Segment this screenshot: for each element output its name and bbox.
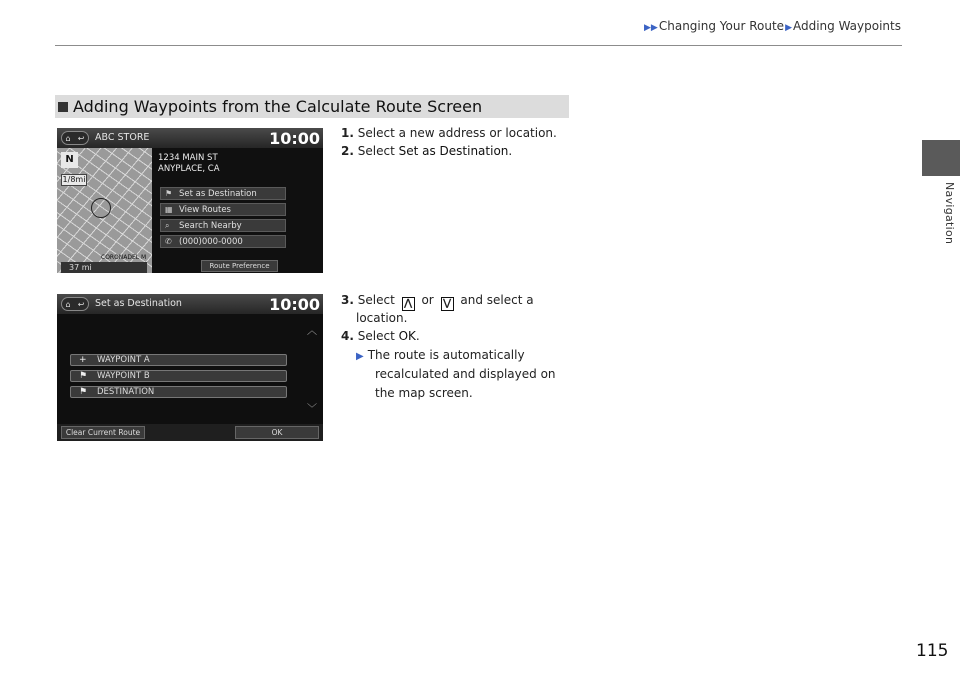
step-1 <box>341 124 581 142</box>
breadcrumb <box>515 19 901 33</box>
distance-readout: 37 mi <box>61 262 147 273</box>
waypoint-b-row: ⚑ WAYPOINT B <box>70 370 287 382</box>
chapter-tab <box>922 140 960 176</box>
compass-icon: N <box>61 152 78 168</box>
menu-set-as-destination: ⚑ Set as Destination <box>160 187 286 200</box>
clear-current-route-button: Clear Current Route <box>61 426 145 439</box>
breadcrumb-item-changing-route[interactable]: Changing Your Route <box>658 19 785 33</box>
step-4 <box>341 327 581 345</box>
ui-term-set-as-destination: Set as Destination <box>398 144 509 158</box>
waypoint-list <box>57 314 323 424</box>
address-line1: 1234 MAIN ST <box>158 153 218 163</box>
return-icon: ↩ <box>77 299 85 309</box>
destination-row: ⚑ DESTINATION <box>70 386 287 398</box>
plus-icon: + <box>79 355 87 365</box>
step-punct: . <box>415 329 420 343</box>
back-button <box>61 131 89 145</box>
step-3-continued: location. <box>356 311 408 325</box>
scroll-down-icon: ⋁ <box>441 297 454 311</box>
section-bullet-icon <box>58 102 68 112</box>
route-preference-button: Route Preference <box>201 260 278 272</box>
ui-term-ok: OK <box>398 329 416 343</box>
home-icon: ⌂ <box>65 299 71 309</box>
step-4-result <box>356 346 576 366</box>
flag-icon: ⚑ <box>79 387 88 397</box>
section-heading <box>55 95 569 118</box>
map-icon: ▦ <box>165 205 173 214</box>
flag-icon: ⚑ <box>165 189 173 198</box>
step-number: 3. <box>341 293 354 307</box>
road-label: CORONADEL M <box>101 254 147 261</box>
scroll-down-icon: ﹀ <box>307 404 317 415</box>
back-button <box>61 297 89 311</box>
return-icon: ↩ <box>77 133 85 143</box>
address-line2: ANYPLACE, CA <box>158 164 220 174</box>
step-number: 1. <box>341 126 354 140</box>
step-text: Select a new address or location. <box>357 126 557 140</box>
step-text: Select <box>357 329 399 343</box>
breadcrumb-arrow-icon: ▶ <box>785 23 792 33</box>
screen-titlebar <box>57 294 323 314</box>
step-4-result-line3: the map screen. <box>375 386 473 400</box>
ok-button: OK <box>235 426 319 439</box>
scroll-up-icon: ⋀ <box>402 297 415 311</box>
result-arrow-icon: ▶ <box>356 351 364 362</box>
scroll-up-icon: ︿ <box>307 326 317 337</box>
waypoint-a-row: + WAYPOINT A <box>70 354 287 366</box>
home-icon: ⌂ <box>65 133 71 143</box>
breadcrumb-arrow-icon: ▶▶ <box>644 23 658 33</box>
flag-icon: ⚑ <box>79 371 88 381</box>
clock: 10:00 <box>269 295 320 314</box>
chapter-label: Navigation <box>943 182 956 245</box>
step-number: 4. <box>341 329 354 343</box>
step-number: 2. <box>341 144 354 158</box>
step-text: Select <box>357 293 395 307</box>
screen-title: ABC STORE <box>95 132 150 143</box>
step-text: Select <box>357 144 399 158</box>
step-4-result-line2: recalculated and displayed on <box>375 367 556 381</box>
menu-view-routes: ▦ View Routes <box>160 203 286 216</box>
phone-icon: ✆ <box>165 237 172 246</box>
menu-search-nearby: ⌕ Search Nearby <box>160 219 286 232</box>
result-text: The route is automatically <box>367 348 525 362</box>
destination-panel <box>152 148 323 273</box>
screenshot-calculate-route <box>57 128 323 273</box>
step-3 <box>341 291 581 311</box>
clock: 10:00 <box>269 129 320 148</box>
screen-title: Set as Destination <box>95 298 182 309</box>
step-text: and select a <box>460 293 534 307</box>
header-divider <box>55 45 902 46</box>
map-scale: 1/8mi <box>62 175 86 184</box>
step-2 <box>341 142 581 160</box>
magnifier-icon: ⌕ <box>165 220 170 230</box>
section-title: Adding Waypoints from the Calculate Route Screen <box>73 97 483 116</box>
step-text: or <box>421 293 434 307</box>
screenshot-set-as-destination <box>57 294 323 441</box>
step-punct: . <box>508 144 513 158</box>
page-number: 115 <box>916 641 949 661</box>
screen-bottom-bar <box>57 424 323 441</box>
location-crosshair-icon <box>91 198 111 218</box>
map-view <box>57 148 152 273</box>
screen-titlebar <box>57 128 323 148</box>
menu-phone: ✆ (000)000-0000 <box>160 235 286 248</box>
breadcrumb-item-adding-waypoints[interactable]: Adding Waypoints <box>792 19 901 33</box>
